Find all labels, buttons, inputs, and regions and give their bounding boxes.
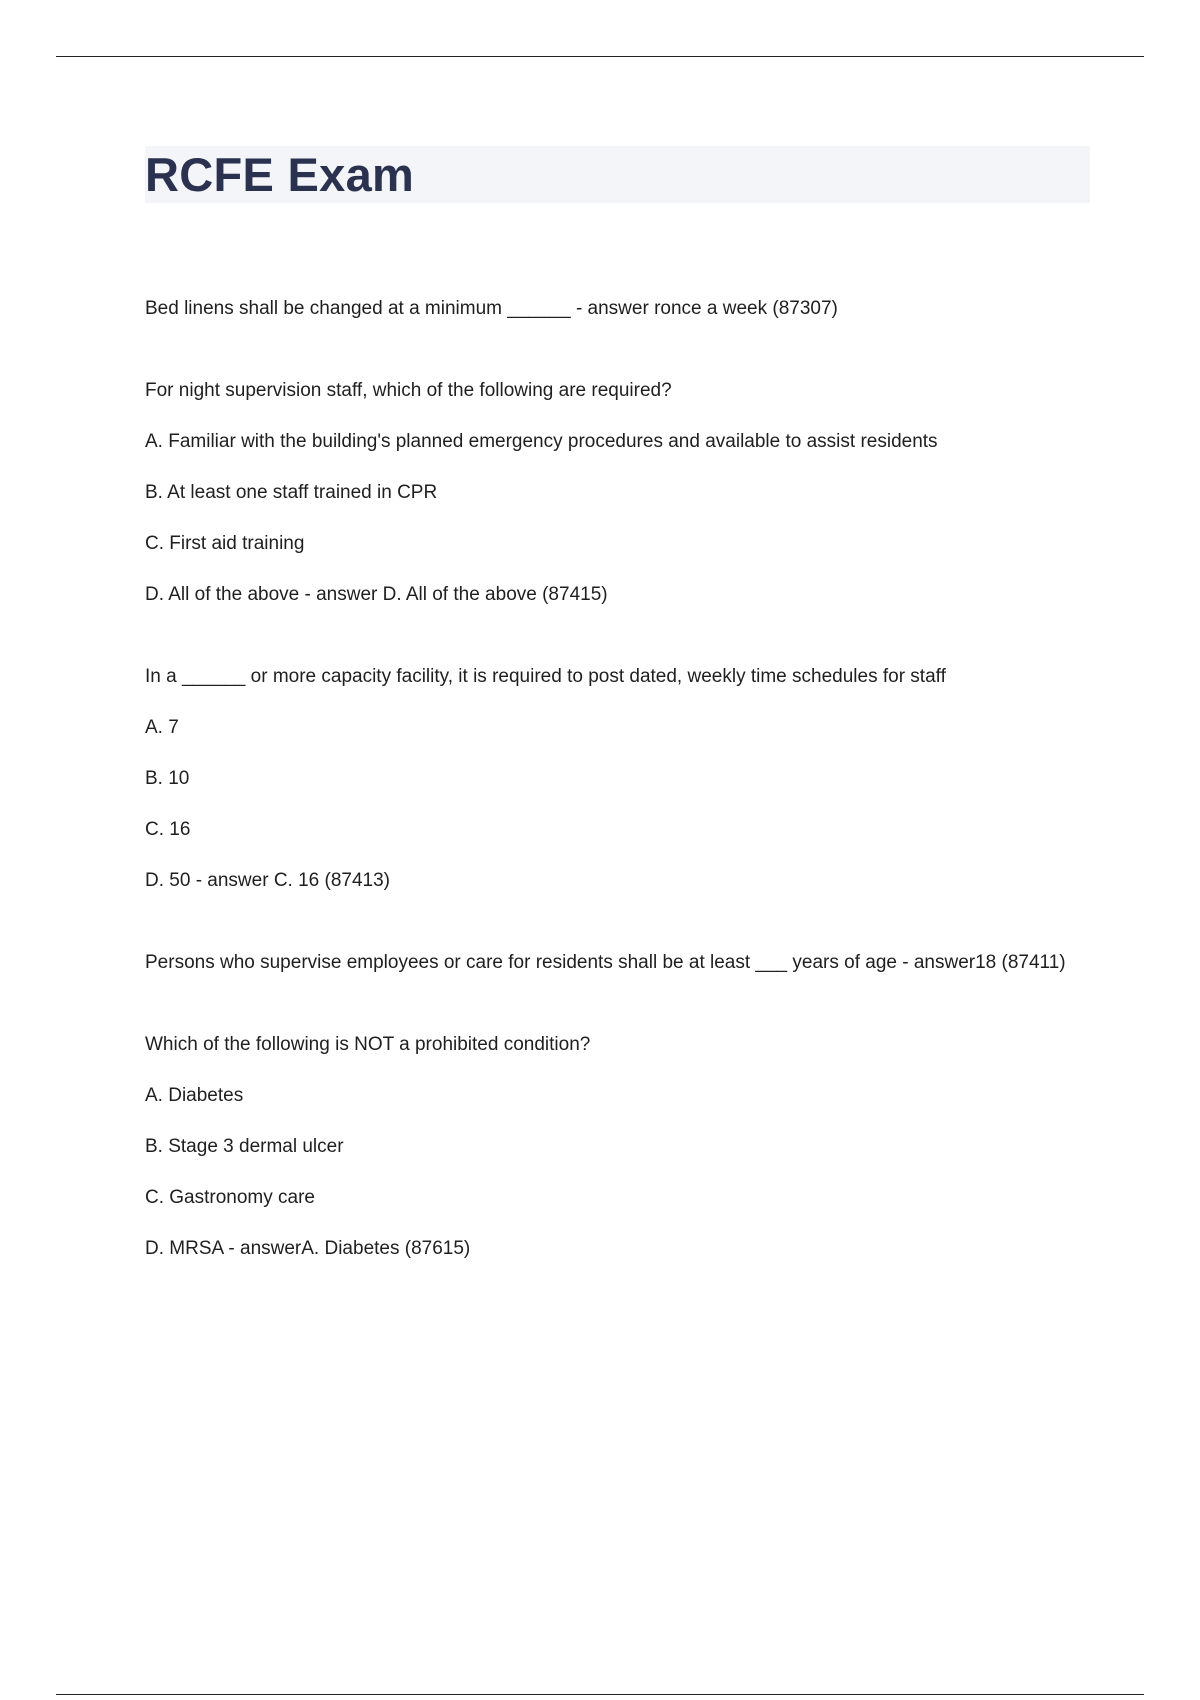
title-band: [145, 146, 1090, 203]
option-a: A. Diabetes: [145, 1085, 244, 1106]
page-title: RCFE Exam: [145, 148, 415, 201]
option-c: C. 16: [145, 819, 191, 840]
question-list: [145, 293, 1090, 1265]
option-d-answer: D. 50 - answer C. 16 (87413): [145, 870, 391, 891]
bottom-rule: [56, 1694, 1144, 1695]
option-d-answer: D. MRSA - answerA. Diabetes (87615): [145, 1238, 471, 1259]
top-rule: [56, 56, 1144, 57]
option-a: A. Familiar with the building's planned emergency procedures and available to assist residents: [145, 431, 938, 452]
question-text: Persons who supervise employees or care for residents shall be at least ___ years of age - answer18 (87411): [145, 952, 1066, 973]
option-a: A. 7: [145, 717, 179, 738]
question-text: For night supervision staff, which of the following are required?: [145, 380, 672, 401]
question-block: [145, 661, 1090, 897]
option-d-answer: D. All of the above - answer D. All of the above (87415): [145, 584, 608, 605]
option-c: C. Gastronomy care: [145, 1187, 315, 1208]
question-text: Which of the following is NOT a prohibited condition?: [145, 1034, 591, 1055]
option-b: B. Stage 3 dermal ulcer: [145, 1136, 344, 1157]
question-text: In a ______ or more capacity facility, it is required to post dated, weekly time schedules for staff: [145, 666, 946, 687]
option-b: B. 10: [145, 768, 190, 789]
question-text: Bed linens shall be changed at a minimum ______ - answer ronce a week (87307): [145, 298, 838, 319]
option-b: B. At least one staff trained in CPR: [145, 482, 438, 503]
question-block: [145, 947, 1090, 979]
question-block: [145, 293, 1090, 325]
question-block: [145, 1029, 1090, 1265]
question-block: [145, 375, 1090, 611]
document-body: [145, 146, 1090, 1315]
option-c: C. First aid training: [145, 533, 305, 554]
